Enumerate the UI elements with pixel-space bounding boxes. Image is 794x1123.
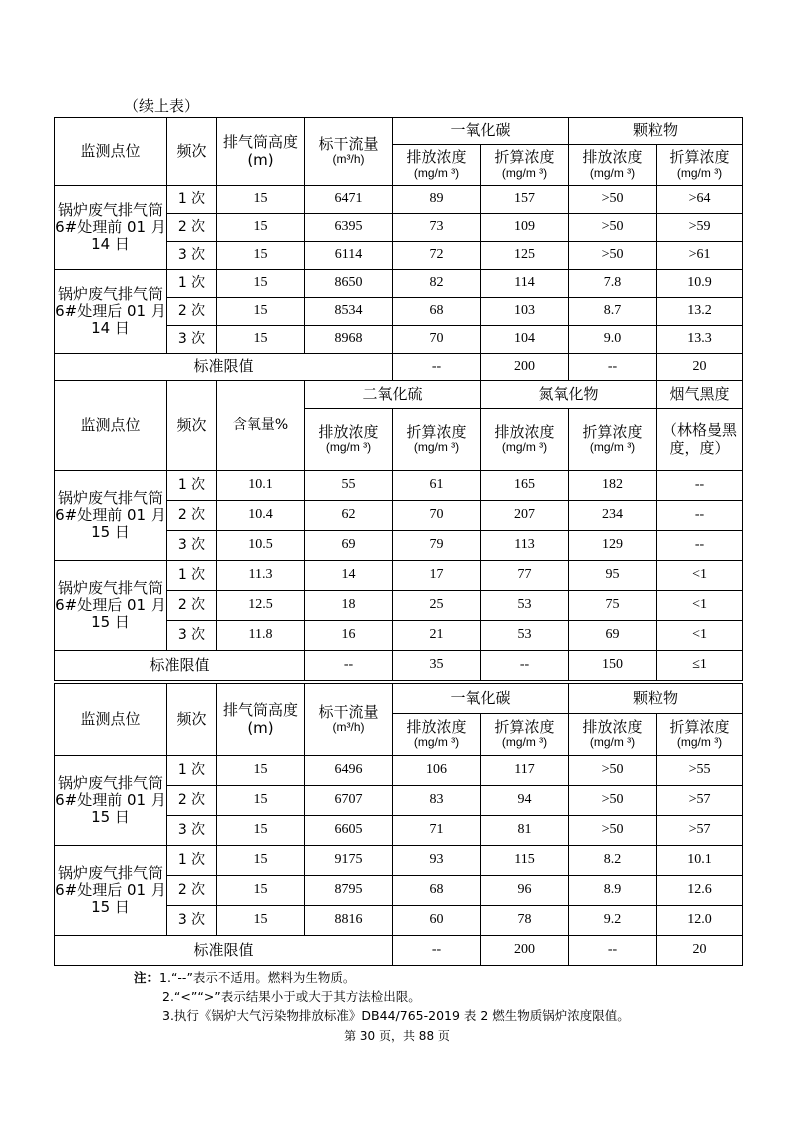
notes-label: 注： [134,970,160,985]
cell: 13.3 [657,326,743,354]
cell: 6496 [305,756,393,786]
cell: 8795 [305,876,393,906]
cell: >57 [657,786,743,816]
cell: 3 次 [167,621,217,651]
cell: 16 [305,621,393,651]
cell: 12.6 [657,876,743,906]
table-row [55,846,743,876]
cell: 68 [393,876,481,906]
sub-unit: (mg/m ³) [501,165,548,180]
cell: >57 [657,816,743,846]
cell: 1 次 [167,471,217,501]
cell: 8534 [305,298,393,326]
cell: 15 [217,816,305,846]
note-line-3 [134,1006,630,1025]
sub-unit: (mg/m ³) [325,440,372,455]
header-group-so2: 二氧化硫 [305,381,481,409]
cell: 2 次 [167,786,217,816]
limit-value: 35 [393,651,481,681]
cell: 15 [217,242,305,270]
cell: 106 [393,756,481,786]
sub-unit: (mg/m ³) [501,440,548,455]
limit-value: 20 [657,354,743,381]
cell: 6471 [305,186,393,214]
page-footer: 第 30 页，共 88 页 [344,1029,450,1043]
cell: 114 [481,270,569,298]
cell: 125 [481,242,569,270]
header-frequency: 频次 [167,684,217,756]
cell: 15 [217,214,305,242]
cell: 15 [217,270,305,298]
sub-label: 折算浓度 [494,717,555,736]
limit-value: ≤1 [657,651,743,681]
group-label: 锅炉废气排气筒 6#处理前 01 月 15 日 [55,756,167,846]
note-text: 2.“<”“>”表示结果小于或大于其方法检出限。 [162,989,421,1004]
cell: 115 [481,846,569,876]
cell: 70 [393,326,481,354]
limit-label: 标准限值 [55,651,305,681]
header-sub-converted [569,409,657,471]
cell: 9.0 [569,326,657,354]
cell: 207 [481,501,569,531]
cell: >55 [657,756,743,786]
co-particulate-table-0114 [54,117,743,381]
cell: 113 [481,531,569,561]
cell: 8.9 [569,876,657,906]
cell: <1 [657,591,743,621]
cell: 55 [305,471,393,501]
cell: 9.2 [569,906,657,936]
cell: >50 [569,816,657,846]
cell: 7.8 [569,270,657,298]
header-sub-emission [393,714,481,756]
cell: 1 次 [167,561,217,591]
cell: 13.2 [657,298,743,326]
sub-label: 折算浓度 [669,717,730,736]
header-oxygen: 含氧量% [217,381,305,471]
sub-unit: (mg/m ³) [413,165,460,180]
cell: 15 [217,876,305,906]
header-group-particulate: 颗粒物 [569,118,743,145]
cell: >61 [657,242,743,270]
cell: 61 [393,471,481,501]
note-text: 3.执行《锅炉大气污染物排放标准》DB44/765-2019 表 2 燃生物质锅炉浓度限值。 [162,1008,630,1023]
header-frequency: 频次 [167,118,217,186]
cell: 8816 [305,906,393,936]
cell: 2 次 [167,876,217,906]
cell: 82 [393,270,481,298]
cell: 10.1 [217,471,305,501]
header-sub-emission [393,145,481,186]
group-label: 锅炉废气排气筒 6#处理后 01 月 15 日 [55,846,167,936]
limit-value: -- [569,936,657,966]
cell: 15 [217,298,305,326]
header-flow-rate [305,118,393,186]
cell: 8968 [305,326,393,354]
cell: 2 次 [167,298,217,326]
cell: 3 次 [167,816,217,846]
header-flow-rate [305,684,393,756]
cell: 1 次 [167,270,217,298]
sub-label: 排放浓度 [582,148,643,167]
header-smoke-unit: （林格曼黑度，度） [657,409,743,471]
cell: 15 [217,186,305,214]
cell: 75 [569,591,657,621]
limit-value: -- [569,354,657,381]
cell: 1 次 [167,756,217,786]
table-row [55,756,743,786]
cell: 117 [481,756,569,786]
sub-label: 排放浓度 [318,422,379,441]
cell: 71 [393,816,481,846]
cell: 15 [217,786,305,816]
so2-nox-smoke-table-0115 [54,380,743,681]
group-label: 锅炉废气排气筒 6#处理后 01 月 15 日 [55,561,167,651]
cell: 11.8 [217,621,305,651]
table-row [55,561,743,591]
cell: 81 [481,816,569,846]
limit-row [55,651,743,681]
flow-rate-label: 标干流量 [318,134,379,153]
cell: -- [657,501,743,531]
cell: 83 [393,786,481,816]
cell: 109 [481,214,569,242]
header-sub-converted [657,145,743,186]
cell: 2 次 [167,501,217,531]
cell: 78 [481,906,569,936]
cell: 3 次 [167,242,217,270]
limit-value: -- [305,651,393,681]
cell: 60 [393,906,481,936]
cell: 94 [481,786,569,816]
flow-rate-label: 标干流量 [318,702,379,721]
cell: 234 [569,501,657,531]
cell: >50 [569,186,657,214]
cell: 2 次 [167,214,217,242]
cell: 95 [569,561,657,591]
cell: 12.5 [217,591,305,621]
cell: >59 [657,214,743,242]
cell: 77 [481,561,569,591]
sub-label: 折算浓度 [582,422,643,441]
limit-row [55,354,743,381]
cell: 15 [217,906,305,936]
sub-unit: (mg/m ³) [676,165,723,180]
cell: 2 次 [167,591,217,621]
cell: 15 [217,846,305,876]
group-label: 锅炉废气排气筒 6#处理前 01 月 15 日 [55,471,167,561]
sub-label: 排放浓度 [582,717,643,736]
cell: 1 次 [167,186,217,214]
cell: <1 [657,561,743,591]
cell: 18 [305,591,393,621]
group-label: 锅炉废气排气筒 6#处理后 01 月 14 日 [55,270,167,354]
cell: 6395 [305,214,393,242]
header-group-particulate: 颗粒物 [569,684,743,714]
limit-value: -- [393,354,481,381]
cell: 8.7 [569,298,657,326]
header-sub-converted [481,145,569,186]
header-sub-converted [481,714,569,756]
cell: 25 [393,591,481,621]
cell: 3 次 [167,326,217,354]
header-stack-height: 排气筒高度(m) [217,684,305,756]
cell: 14 [305,561,393,591]
header-sub-emission [305,409,393,471]
sub-unit: (mg/m ³) [413,735,460,750]
header-sub-emission [569,714,657,756]
header-stack-height: 排气筒高度(m) [217,118,305,186]
limit-value: 200 [481,936,569,966]
header-monitoring-point: 监测点位 [55,381,167,471]
limit-value: -- [481,651,569,681]
cell: 157 [481,186,569,214]
header-monitoring-point: 监测点位 [55,118,167,186]
cell: 3 次 [167,531,217,561]
header-sub-converted [393,409,481,471]
header-group-co: 一氧化碳 [393,684,569,714]
cell: 6605 [305,816,393,846]
header-group-nox: 氮氧化物 [481,381,657,409]
limit-value: -- [393,936,481,966]
header-sub-emission [481,409,569,471]
note-line-1 [134,968,630,987]
cell: 10.5 [217,531,305,561]
cell: -- [657,531,743,561]
cell: 129 [569,531,657,561]
cell: 6707 [305,786,393,816]
sub-label: 排放浓度 [406,148,467,167]
cell: 62 [305,501,393,531]
header-sub-converted [657,714,743,756]
cell: 69 [305,531,393,561]
cell: 10.1 [657,846,743,876]
sub-unit: (mg/m ³) [589,735,636,750]
header-group-co: 一氧化碳 [393,118,569,145]
cell: >50 [569,786,657,816]
limit-label: 标准限值 [55,354,393,381]
cell: 17 [393,561,481,591]
cell: 93 [393,846,481,876]
sub-label: 折算浓度 [669,148,730,167]
limit-label: 标准限值 [55,936,393,966]
cell: 73 [393,214,481,242]
table-notes [134,968,630,1025]
cell: 182 [569,471,657,501]
cell: 104 [481,326,569,354]
cell: >50 [569,756,657,786]
cell: 165 [481,471,569,501]
note-line-2 [134,987,630,1006]
note-text: 1.“--”表示不适用。燃料为生物质。 [159,970,356,985]
cell: 53 [481,621,569,651]
table-row [55,186,743,214]
cell: 15 [217,326,305,354]
limit-value: 150 [569,651,657,681]
cell: 12.0 [657,906,743,936]
limit-value: 20 [657,936,743,966]
table-row [55,471,743,501]
header-monitoring-point: 监测点位 [55,684,167,756]
sub-unit: (mg/m ³) [676,735,723,750]
limit-row [55,936,743,966]
cell: 68 [393,298,481,326]
header-sub-emission [569,145,657,186]
cell: 69 [569,621,657,651]
sub-label: 排放浓度 [406,717,467,736]
cell: 10.9 [657,270,743,298]
flow-rate-unit: (m³/h) [332,152,365,167]
cell: 6114 [305,242,393,270]
cell: 10.4 [217,501,305,531]
sub-label: 排放浓度 [494,422,555,441]
sub-label: 折算浓度 [494,148,555,167]
cell: 15 [217,756,305,786]
cell: 1 次 [167,846,217,876]
sub-label: 折算浓度 [406,422,467,441]
sub-unit: (mg/m ³) [589,165,636,180]
cell: >50 [569,214,657,242]
sub-unit: (mg/m ³) [501,735,548,750]
cell: 79 [393,531,481,561]
header-frequency: 频次 [167,381,217,471]
co-particulate-table-0115 [54,683,743,966]
cell: 21 [393,621,481,651]
cell: 103 [481,298,569,326]
cell: 9175 [305,846,393,876]
cell: 96 [481,876,569,906]
header-group-smoke: 烟气黑度 [657,381,743,409]
group-label: 锅炉废气排气筒 6#处理前 01 月 14 日 [55,186,167,270]
cell: <1 [657,621,743,651]
table-row [55,270,743,298]
limit-value: 200 [481,354,569,381]
cell: 3 次 [167,906,217,936]
sub-unit: (mg/m ³) [413,440,460,455]
cell: 11.3 [217,561,305,591]
cell: >50 [569,242,657,270]
sub-unit: (mg/m ³) [589,440,636,455]
cell: 89 [393,186,481,214]
cell: >64 [657,186,743,214]
flow-rate-unit: (m³/h) [332,720,365,735]
cell: 53 [481,591,569,621]
cell: 8650 [305,270,393,298]
table-caption: （续上表） [124,97,200,115]
cell: -- [657,471,743,501]
cell: 70 [393,501,481,531]
cell: 72 [393,242,481,270]
cell: 8.2 [569,846,657,876]
